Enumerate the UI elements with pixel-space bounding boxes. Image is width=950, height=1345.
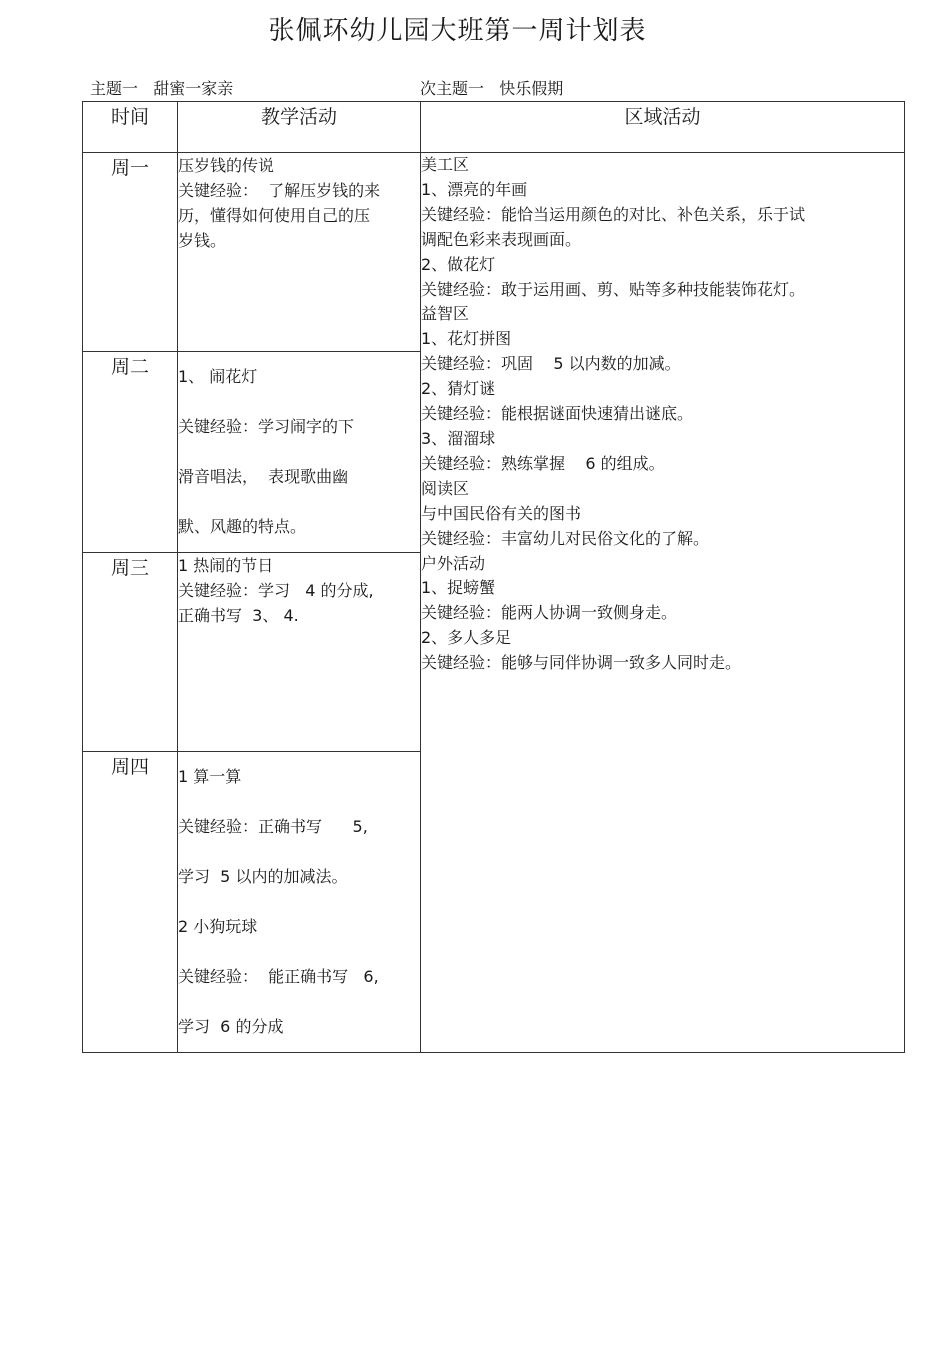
teaching-line: 历，懂得如何使用自己的压 [178,206,371,225]
area-line: 调配色彩来表现画面。 [421,229,582,249]
teaching-line: 1 算一算 [178,767,242,786]
area-line: 关键经验：能两人协调一致侧身走。 [421,603,678,623]
teaching-line: 滑音唱法， 表现歌曲幽 [178,467,349,486]
teaching-line: 关键经验：正确书写 5, [178,817,368,836]
area-line: 关键经验：巩固 5 以内数的加减。 [421,354,681,374]
table-row-mon [83,153,905,352]
day-label: 周四 [83,752,178,1053]
teaching-line: 学习 5 以内的加减法。 [178,867,348,886]
teaching-cell-tue [178,352,421,553]
header-teaching: 教学活动 [178,102,421,153]
teaching-line: 1、 闹花灯 [178,367,258,386]
area-line: 1、花灯拼图 [421,329,512,349]
header-time: 时间 [83,102,178,153]
teaching-line: 正确书写 3、 4. [178,606,299,625]
header-area: 区域活动 [421,102,905,153]
area-line: 户外活动 [421,553,486,573]
area-line: 益智区 [421,304,470,324]
teaching-line: 压岁钱的传说 [178,156,275,175]
teaching-line: 关键经验：学习 4 的分成, [178,581,374,600]
teaching-line: 默、风趣的特点。 [178,517,307,536]
teaching-cell-thu [178,752,421,1053]
area-line: 关键经验：敢于运用画、剪、贴等多种技能装饰花灯。 [421,279,806,299]
area-line: 2、做花灯 [421,254,496,274]
teaching-line: 2 小狗玩球 [178,917,258,936]
sub-theme: 次主题一 快乐假期 [420,79,564,98]
teaching-line: 岁钱。 [178,231,227,250]
area-line: 关键经验：能恰当运用颜色的对比、补色关系，乐于试 [421,204,806,224]
main-theme: 主题一 甜蜜一家亲 [90,79,234,98]
area-line: 2、猜灯谜 [421,379,496,399]
area-line: 1、捉螃蟹 [421,578,496,598]
area-line: 关键经验：能根据谜面快速猜出谜底。 [421,404,694,424]
teaching-line: 关键经验： 能正确书写 6, [178,967,379,986]
area-line: 2、多人多足 [421,628,512,648]
day-label: 周一 [83,153,178,352]
area-activity-cell [421,153,905,1053]
teaching-cell-wed [178,553,421,752]
header-row [83,102,905,153]
area-line: 阅读区 [421,478,470,498]
area-line: 1、漂亮的年画 [421,179,528,199]
page-title: 张佩环幼儿园大班第一周计划表 [268,16,647,46]
teaching-line: 关键经验：学习闹字的下 [178,417,355,436]
weekly-plan-table [82,101,905,1053]
teaching-line: 学习 6 的分成 [178,1017,284,1036]
area-line: 与中国民俗有关的图书 [421,503,582,523]
area-line: 关键经验：能够与同伴协调一致多人同时走。 [421,653,742,673]
teaching-line: 关键经验： 了解压岁钱的来 [178,181,381,200]
teaching-line: 1 热闹的节日 [178,556,274,575]
day-label: 周二 [83,352,178,553]
area-line: 关键经验：熟练掌握 6 的组成。 [421,453,665,473]
area-line: 美工区 [421,155,470,174]
area-line: 关键经验：丰富幼儿对民俗文化的了解。 [421,528,710,548]
area-line: 3、溜溜球 [421,428,496,448]
teaching-cell-mon [178,153,421,352]
day-label: 周三 [83,553,178,752]
